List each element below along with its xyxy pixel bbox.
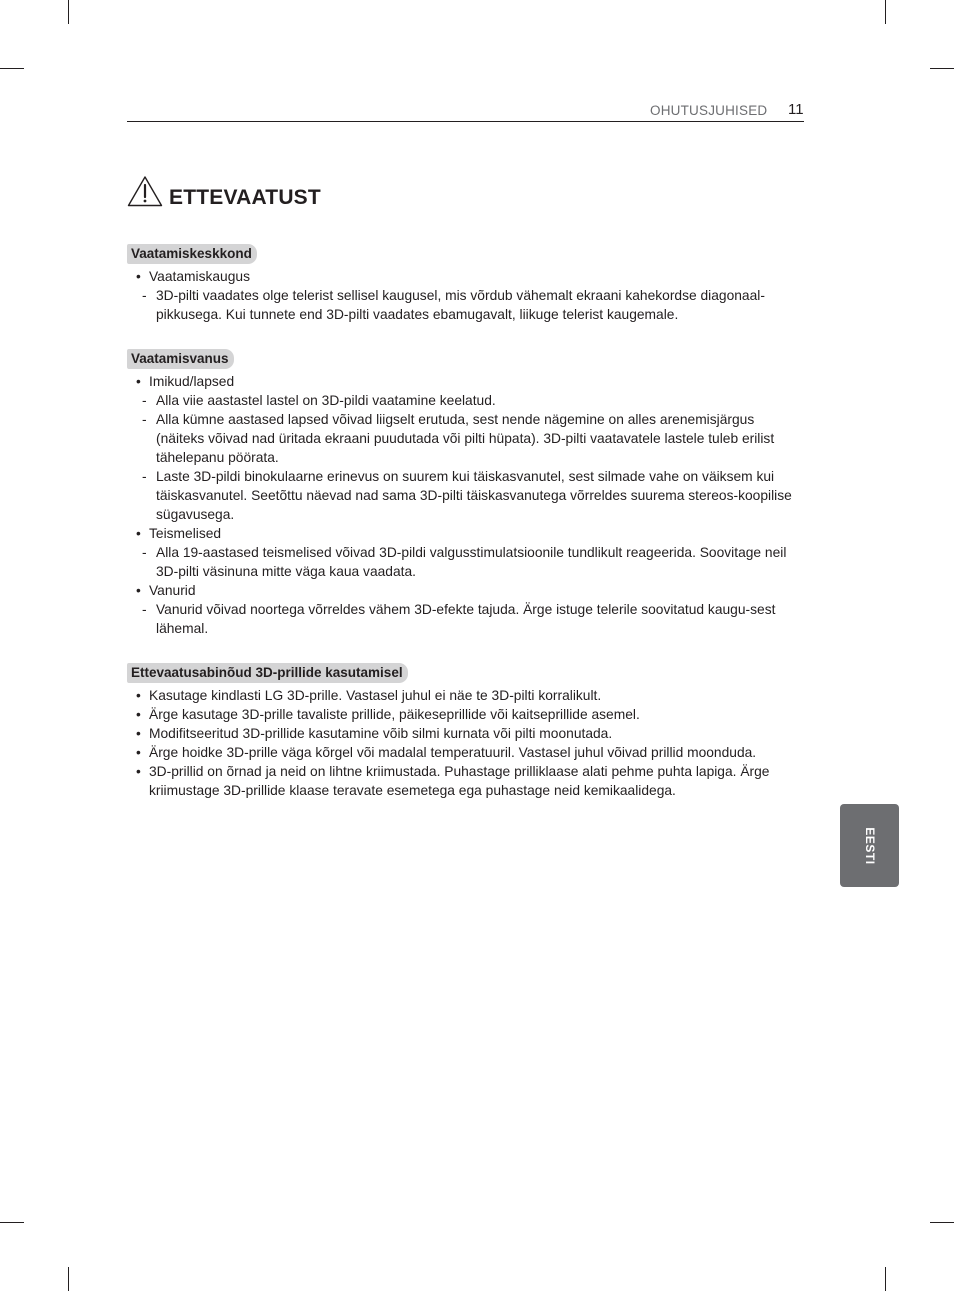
bullet-list — [127, 686, 797, 800]
bullet-item — [127, 372, 797, 524]
bullet-item — [127, 267, 797, 324]
section-label: Ettevaatusabinõud 3D-prillide kasutamisel — [127, 663, 408, 683]
dash-item: - Alla kümne aastased lapsed võivad liigselt erutuda, sest nende nägemine on alles arenemisjärgus (näiteks võivad nad üritada ekraani puudutada või pilti hüpata). 3D-pilti vaatavatele lastele tuleb erilist tähelepanu pöörata. — [141, 410, 797, 467]
bullet-text: 3D-prillid on õrnad ja neid on lihtne kriimustada. Puhastage prilliklaase alati pehme puhta lapiga. Ärge kriimustage 3D-prillide klaase teravate esemetega ega puhastage neid kemikaalidega. — [149, 764, 770, 798]
bullet-text: Vanurid — [149, 583, 196, 598]
dash-item: - Laste 3D-pildi binokulaarne erinevus on suurem kui täiskasvanutel, sest silmade vahe on väiksem kui täiskasvanutel. Seetõttu näevad nad sama 3D-pilti täiskasvanutega võrreldes suurema stereos-koopilise sügavusega. — [141, 467, 797, 524]
section-label: Vaatamiskeskkond — [127, 244, 257, 264]
bullet-item — [127, 705, 797, 724]
dash-list — [141, 286, 797, 324]
page-number: 11 — [788, 101, 804, 118]
crop-mark — [885, 0, 886, 24]
bullet-text: Vaatamiskaugus — [149, 269, 250, 284]
section — [127, 244, 797, 324]
bullet-item — [127, 686, 797, 705]
bullet-list — [127, 267, 797, 324]
bullet-text: Kasutage kindlasti LG 3D-prille. Vastasel juhul ei näe te 3D-pilti korralikult. — [149, 688, 602, 703]
bullet-text: Teismelised — [149, 526, 222, 541]
bullet-text: Ärge hoidke 3D-prille väga kõrgel või madalal temperatuuril. Vastasel juhul võivad prillid moonduda. — [149, 745, 757, 760]
bullet-item — [127, 581, 797, 638]
crop-mark — [0, 1222, 24, 1223]
dash-item: - 3D-pilti vaadates olge telerist sellisel kaugusel, mis võrdub vähemalt ekraani kahekordse diagonaal-pikkusega. Kui tunnete end 3D-pilti vaadates ebamugavalt, liikuge telerist kaugemale. — [141, 286, 797, 324]
crop-mark — [0, 68, 24, 69]
bullet-text: Imikud/lapsed — [149, 374, 235, 389]
section — [127, 349, 797, 638]
bullet-text: Modifitseeritud 3D-prillide kasutamine võib silmi kurnata või pilti moonutada. — [149, 726, 613, 741]
bullet-item — [127, 524, 797, 581]
section — [127, 663, 797, 800]
warning-triangle-icon — [127, 175, 163, 207]
section-label: Vaatamisvanus — [127, 349, 234, 369]
language-tab-label: EESTI — [862, 826, 877, 865]
header-section-title: OHUTUSJUHISED — [650, 103, 768, 118]
page-title: ETTEVAATUST — [169, 186, 321, 209]
language-tab — [840, 804, 899, 887]
crop-mark — [68, 0, 69, 24]
dash-list — [141, 600, 797, 638]
crop-mark — [885, 1267, 886, 1291]
crop-mark — [930, 1222, 954, 1223]
dash-list — [141, 543, 797, 581]
dash-item: - Vanurid võivad noortega võrreldes vähem 3D-efekte tajuda. Ärge istuge telerile soovitatud kaugu-sest lähemal. — [141, 600, 797, 638]
header-rule — [127, 121, 804, 122]
bullet-list — [127, 372, 797, 638]
dash-list — [141, 391, 797, 524]
crop-mark — [68, 1267, 69, 1291]
bullet-item — [127, 724, 797, 743]
dash-item: - Alla 19-aastased teismelised võivad 3D-pildi valgusstimulatsioonile tundlikult reageerida. Soovitage neil 3D-pilti väsinuna mitte väga kaua vaadata. — [141, 543, 797, 581]
crop-mark — [930, 68, 954, 69]
main-content — [127, 244, 797, 825]
dash-item: - Alla viie aastastel lastel on 3D-pildi vaatamine keelatud. — [141, 391, 797, 410]
bullet-item — [127, 743, 797, 762]
bullet-item — [127, 762, 797, 800]
bullet-text: Ärge kasutage 3D-prille tavaliste prillide, päikeseprillide või kaitseprillide asemel. — [149, 707, 640, 722]
